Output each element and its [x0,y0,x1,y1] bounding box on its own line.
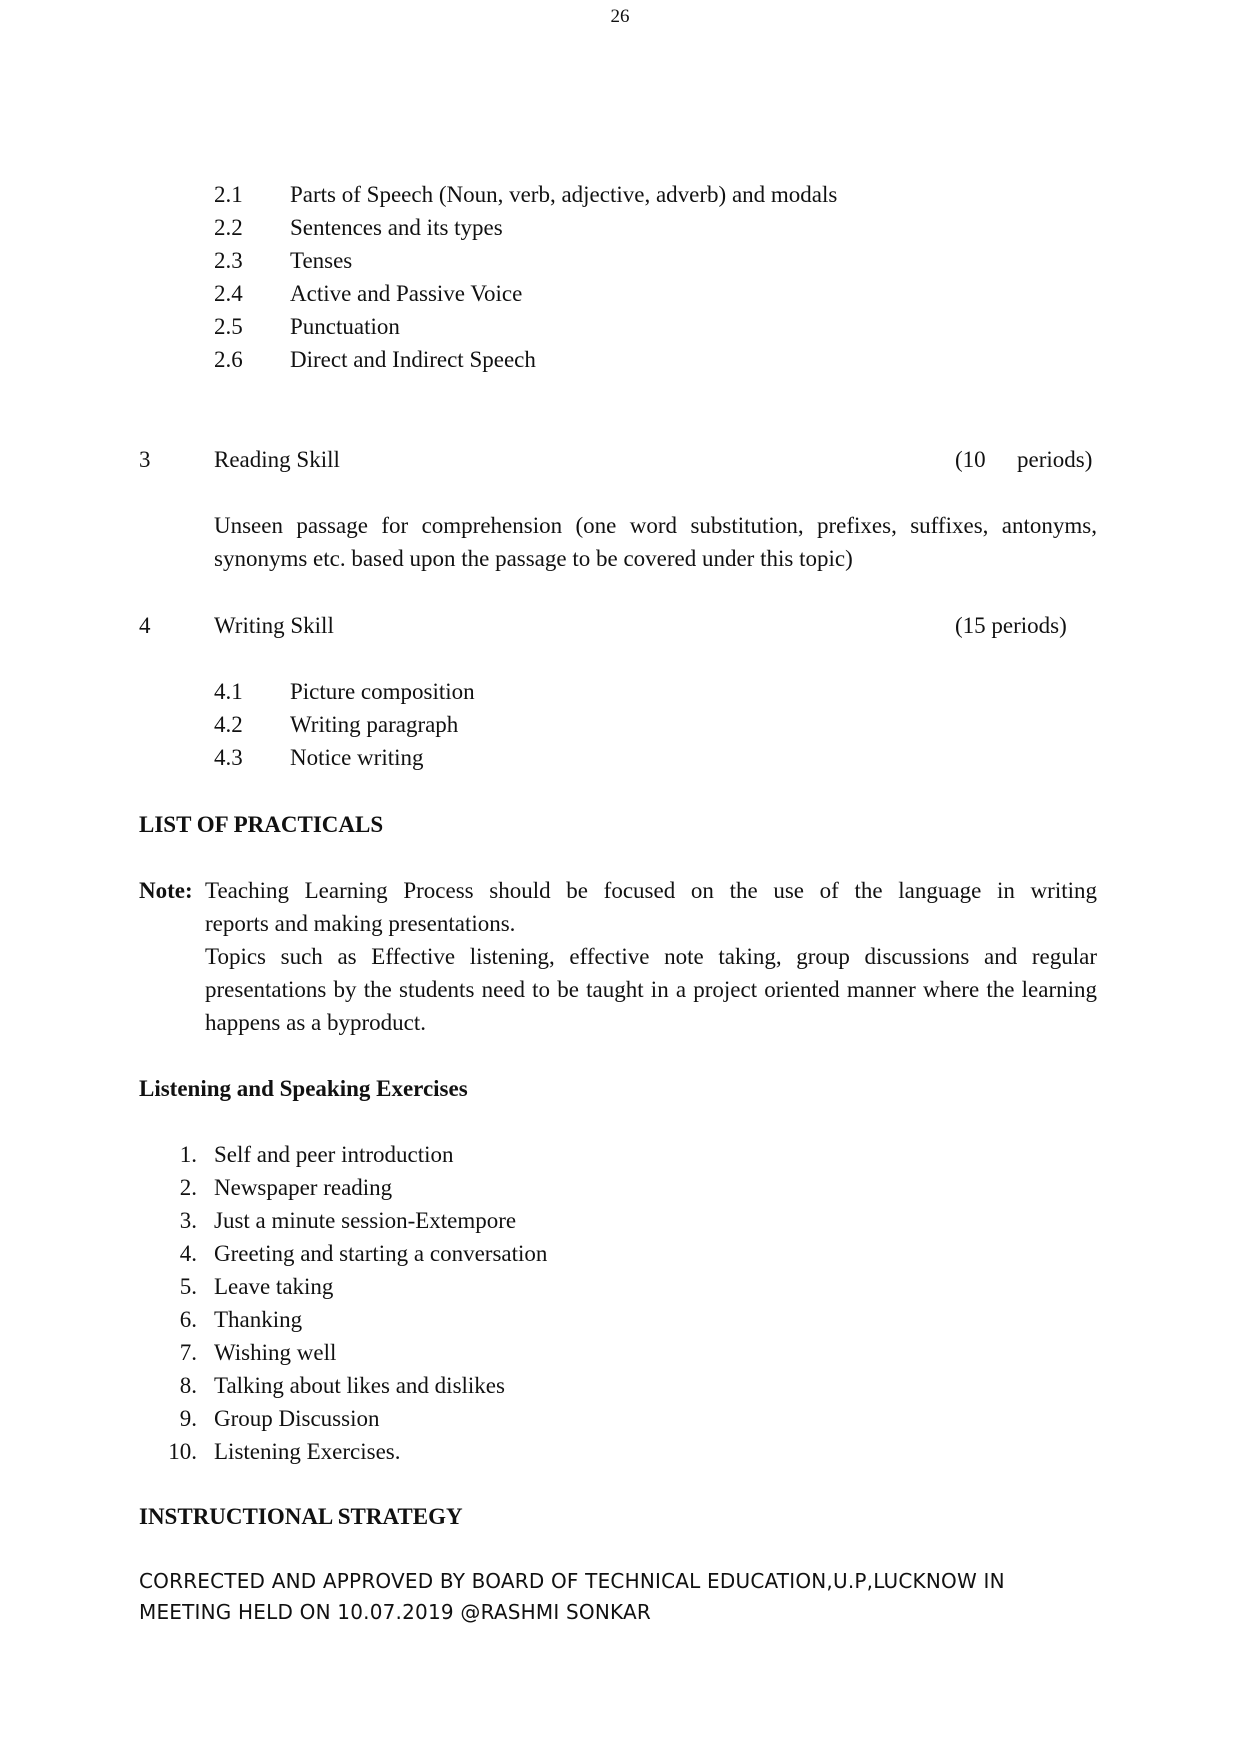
section-periods: (10 [955,447,986,472]
section-periods: (15 periods) [955,613,1067,638]
item-text: Picture composition [290,679,475,704]
list-item [0,178,1240,211]
item-text: Leave taking [214,1274,334,1299]
list-item [0,343,1240,376]
item-text: Listening Exercises. [214,1439,401,1464]
item-number: 10. [168,1439,197,1464]
section-periods: periods) [1017,447,1093,472]
list-item [0,1204,1240,1237]
item-number: 8. [179,1373,197,1398]
listening-heading: Listening and Speaking Exercises [139,1076,468,1101]
footer-line: CORRECTED AND APPROVED BY BOARD OF TECHNICAL EDUCATION,U.P,LUCKNOW IN [139,1569,1005,1593]
grammar-subtopic-list [0,178,1240,376]
item-text: Newspaper reading [214,1175,393,1200]
section-title: Writing Skill [214,613,334,638]
item-text: Talking about likes and dislikes [214,1373,505,1398]
practicals-heading: LIST OF PRACTICALS [139,812,384,837]
note-first-line: Teaching Learning Process should be focused on the use of the language in writing [205,878,1097,903]
list-item [0,211,1240,244]
item-number: 4.3 [214,745,243,770]
listening-exercise-list [0,1138,1240,1468]
item-text: Parts of Speech (Noun, verb, adjective, adverb) and modals [290,182,838,207]
reading-description: Unseen passage for comprehension (one word substitution, prefixes, suffixes, antonyms, synonyms etc. based upon the passage to be covered under this topic) [214,513,1097,571]
item-text: Greeting and starting a conversation [214,1241,548,1266]
list-item [0,1237,1240,1270]
item-text: Self and peer introduction [214,1142,454,1167]
list-item [0,1402,1240,1435]
section-writing-header [0,609,1240,642]
list-item [0,675,1240,708]
item-number: 4. [179,1241,197,1266]
list-item [0,1336,1240,1369]
instructional-strategy-heading: INSTRUCTIONAL STRATEGY [139,1504,463,1529]
note-label: Note: [139,878,193,903]
list-item [0,1171,1240,1204]
page-footer [139,1566,1005,1628]
section-number: 3 [139,447,151,472]
page-number: 26 [610,6,630,27]
item-text: Punctuation [290,314,400,339]
list-item [0,1138,1240,1171]
list-item [0,1303,1240,1336]
item-text: Thanking [214,1307,303,1332]
item-number: 2. [179,1175,197,1200]
note-first-continuation: reports and making presentations. [205,911,516,936]
section-reading-header [0,443,1240,476]
item-text: Just a minute session-Extempore [214,1208,517,1233]
item-number: 4.2 [214,712,243,737]
item-number: 7. [179,1340,197,1365]
item-number: 1. [179,1142,197,1167]
item-number: 4.1 [214,679,243,704]
item-number: 5. [179,1274,197,1299]
section-number: 4 [139,613,151,638]
footer-line: MEETING HELD ON 10.07.2019 @RASHMI SONKAR [139,1600,651,1624]
list-item [0,1369,1240,1402]
list-item [0,310,1240,343]
item-number: 2.4 [214,281,243,306]
list-item [0,1435,1240,1468]
note-second-paragraph: Topics such as Effective listening, effective note taking, group discussions and regular presentations by the students need to be taught in a project oriented manner where the learning happens as a byproduct. [205,944,1097,1035]
list-item [0,244,1240,277]
item-number: 2.3 [214,248,243,273]
list-item [0,277,1240,310]
writing-subtopic-list [0,675,1240,774]
item-text: Active and Passive Voice [290,281,523,306]
item-number: 2.6 [214,347,243,372]
item-number: 9. [179,1406,197,1431]
item-text: Sentences and its types [290,215,503,240]
item-text: Notice writing [290,745,424,770]
item-number: 3. [179,1208,197,1233]
item-number: 2.5 [214,314,243,339]
item-number: 2.1 [214,182,243,207]
list-item [0,741,1240,774]
item-number: 2.2 [214,215,243,240]
item-number: 6. [179,1307,197,1332]
item-text: Writing paragraph [290,712,459,737]
list-item [0,1270,1240,1303]
item-text: Direct and Indirect Speech [290,347,536,372]
list-item [0,708,1240,741]
section-title: Reading Skill [214,447,340,472]
item-text: Group Discussion [214,1406,380,1431]
item-text: Wishing well [214,1340,337,1365]
item-text: Tenses [290,248,353,273]
